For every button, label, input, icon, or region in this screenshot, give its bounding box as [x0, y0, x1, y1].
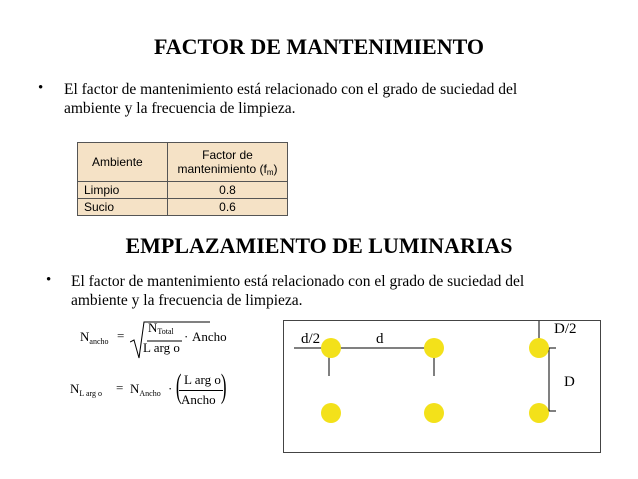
formula1-equals: =: [117, 328, 125, 343]
luminaire-1: [321, 338, 341, 358]
formula2-rhs-n: N: [130, 381, 140, 396]
bullet-1-line-1: El factor de mantenimiento está relacionado con el grado de suciedad del: [64, 81, 518, 98]
formula2-lhs: [70, 381, 102, 398]
table-row: [78, 182, 288, 199]
formula1-lhs-sub: ancho: [89, 337, 109, 346]
formula2-denominator: Ancho: [181, 392, 216, 407]
luminaire-4: [321, 403, 341, 423]
section-title-emplazamiento: EMPLAZAMIENTO DE LUMINARIAS: [125, 233, 513, 258]
formula1-lhs: [80, 329, 109, 346]
formula1-denominator: L arg o: [143, 340, 180, 355]
table-row: [78, 199, 288, 216]
section-title-mantenimiento: FACTOR DE MANTENIMIENTO: [153, 34, 485, 59]
cell-ambiente: Limpio: [78, 182, 168, 199]
bullet-text-2: [71, 272, 524, 310]
formula-n-largo: [70, 368, 240, 412]
label-D: D: [564, 374, 575, 390]
cell-factor: 0.6: [168, 199, 288, 216]
header-factor-subscript: m: [266, 167, 274, 177]
formula2-rhs: [130, 381, 161, 398]
formula-n-ancho: [80, 316, 240, 360]
bullet-text-1: [64, 80, 517, 118]
formula2-fraction-bar: [179, 390, 223, 391]
bullet-2-line-1: El factor de mantenimiento está relacionado con el grado de suciedad del: [71, 273, 525, 290]
formula1-num-n: N: [148, 320, 158, 335]
label-D-half: D/2: [554, 321, 577, 337]
maintenance-factor-table: [77, 142, 288, 216]
formula2-lhs-sub: L arg o: [79, 389, 103, 398]
bullet-marker: •: [46, 272, 52, 288]
formula2-lhs-n: N: [70, 381, 80, 396]
formula1-times: ·: [184, 329, 189, 344]
formula2-right-paren: ): [220, 368, 227, 405]
luminaire-3: [529, 338, 549, 358]
label-d-half: d/2: [301, 331, 321, 347]
header-factor-text: mantenimiento (f: [177, 161, 267, 176]
label-d: d: [376, 331, 384, 347]
formula2-numerator: L arg o: [184, 372, 221, 387]
bullet-marker: •: [38, 80, 44, 96]
header-factor-line-2: [174, 162, 281, 177]
luminaire-5: [424, 403, 444, 423]
bullet-1-line-2: ambiente y la frecuencia de limpieza.: [64, 100, 296, 117]
luminaire-6: [529, 403, 549, 423]
header-factor: [168, 143, 288, 182]
header-ambiente: Ambiente: [78, 143, 168, 182]
formula2-times: ·: [168, 381, 173, 396]
bullet-2-line-2: ambiente y la frecuencia de limpieza.: [71, 292, 303, 309]
formula1-numerator: [148, 320, 174, 336]
formula2-equals: =: [116, 380, 124, 395]
cell-factor: 0.8: [168, 182, 288, 199]
table-header-row: [78, 143, 288, 182]
luminaire-layout-diagram: [283, 320, 601, 453]
formula1-lhs-n: N: [80, 329, 90, 344]
luminaire-2: [424, 338, 444, 358]
cell-ambiente: Sucio: [78, 199, 168, 216]
header-factor-line-1: Factor de: [202, 147, 253, 162]
formula2-left-paren: (: [175, 368, 182, 405]
formula2-rhs-sub: Ancho: [139, 389, 161, 398]
formula1-ancho: Ancho: [192, 329, 227, 344]
header-factor-close: ): [273, 161, 278, 176]
formula1-num-sub: Total: [157, 327, 174, 336]
